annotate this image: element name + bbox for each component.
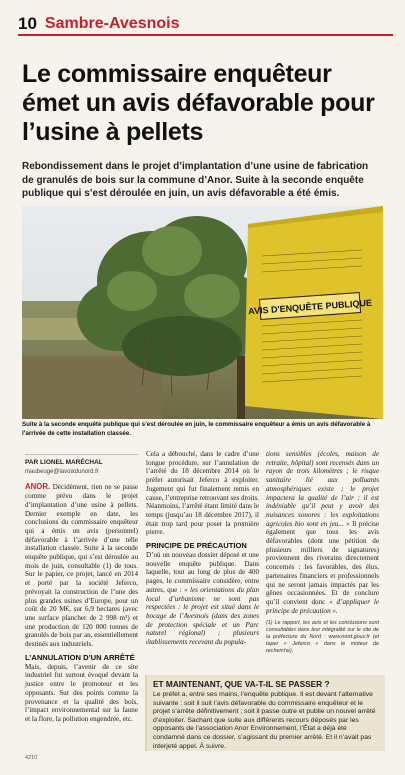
article-photo (22, 206, 383, 419)
paragraph: Mais, depuis, l’avenir de ce site industriel fut surtout évoqué devant la justice entre le promoteur et les opposants. Sur des points comme la provenance et la qualité des bois, l’impact environnemental sur la faune et la flore, la pollution engendrée, etc. (25, 662, 138, 723)
sidebar-box (145, 675, 385, 751)
footnote: (1) Le rapport, les avis et les conclusions sont consultables dans leur intégralité sur le site de la préfecture du Nord : www.nord.gouv.fr (et taper « Jeferco » dans le moteur de recherche). (266, 620, 379, 655)
paragraph-text: Il précise également que tous les avis défavorables (dont une pétition de plusieurs milliers de signatures) proviennent des riverains directement concernés : les favorables, des élus, partenaires financiers et professionnels qui ne seront jamais impactés par les gênes occasionnées. Et de conclure qu’il convient donc (266, 519, 379, 606)
article-column-1 (25, 450, 138, 724)
dateline-place: ANOR. (25, 482, 51, 492)
article-column-3 (266, 450, 379, 655)
headline: Le commissaire enquêteur émet un avis défavorable pour l’usine à pellets (22, 60, 375, 146)
photo-caption: Suite à la seconde enquête publique qui s’est déroulée en juin, le commissaire enquêteur a émis un avis défavorable à l’arrivée de cette installation classée. (22, 421, 371, 437)
subhead-annulation: L’ANNULATION D’UN ARRÊTÉ (25, 652, 135, 662)
box-text: Le préfet a, entre ses mains, l’enquête publique. Il est devant l’alternative suivante : soit il suit l’avis défavorable du commissaire enquêteur et le projet s’arrête définitivement ; soit il passe outre et publie un nouvel arrêté d’exploiter. Sachant que suite aux différents recours déposés par les opposants de l’association Anor Environnement, l’État a déjà été condamné dans ce dossier, s’agissant du premier arrêté. Et il n’avait pas interjeté appel. À suivre. (153, 691, 376, 750)
page-header (18, 14, 393, 36)
lead-paragraph: Rebondissement dans le projet d’implantation d’une usine de fabrication de granulés de bois sur la commune d’Anor. Suite à la seconde enquête publique qui s’est déroulée en juin, un avis défavorable a été émis. (22, 161, 369, 199)
paragraph (25, 483, 138, 648)
article-column-2 (146, 450, 259, 647)
paragraph: Cela a débouché, dans le cadre d’une longue procédure, sur l’annulation de l’arrêté du 18 décembre 2014 où le préfet autorisait Jeferco à exploiter. Jugement qui fut finalement remis en cause, l’entreprise retrouvant ses droits. Néanmoins, l’arrêté étant limité dans le temps (jusqu’au 18 décembre 2017), il était trop tard pour poser la première pierre. (146, 450, 259, 537)
byline-email: maubeuge@lavoixdunord.fr (25, 468, 99, 475)
subhead-precaution: PRINCIPE DE PRÉCAUTION (146, 541, 247, 551)
sign-text: AVIS D'ENQUÊTE PUBLIQUE (247, 297, 373, 317)
page-number: 10 (18, 14, 37, 33)
paragraph (266, 450, 379, 615)
quote: « d’appliquer le principe de précaution ». (266, 597, 379, 615)
byline-author: PAR LIONEL MARÉCHAL (25, 454, 138, 468)
section-title: Sambre-Avesnois (44, 15, 180, 32)
quote: « les orientations du plan local d’urbanisme ne sont pas respectées : le projet est situé dans le bocage de l’Avesnois (dans des zones de protection spéciale et un Parc naturel régional) ; plusieurs établissements recevant du popula- (146, 585, 259, 647)
paragraph (146, 551, 259, 647)
box-title: ET MAINTENANT, QUE VA-T-IL SE PASSER ? (153, 679, 330, 689)
paragraph-text: D’où un nouveau dossier déposé et une nouvelle enquête publique. Dans laquelle, tout au long de plus de 400 pages, le commissaire considère, entre autres, que : (146, 551, 259, 594)
footer-code: 4210 (25, 755, 38, 761)
quote: tions sensibles (écoles, maison de retraite, hôpital) sont recensés dans un rayon de trois kilomètres ; le risque sanitaire lié aux polluants atmosphériques existe ; le projet impactera la qualité de l’air ; il est indéniable qu’il peut y avoir des nuisances sonores : les exploitations agricoles bio sont en jeu... » (266, 450, 379, 528)
paragraph-text: Décidément, rien ne se passe comme prévu dans le projet d’implantation d’une usine à pellets. Dernier exemple en date, les conclusions du commissaire enquêteur qui a émis un avis (personnel) défavorable à l’arrivée d’une telle installation classée. Suite à la seconde enquête publique, qui s’est déroulée au mois de juin, consultable (1) de tous. Sur le papier, ce projet, lancé en 2014 et porté par la société Jeferco, prévoyait la construction de l’une des plus grandes usines d’Europe, pour un coût de 20 M€, sur 6,9 hectares (avec une surface plancher de 2 998 m²) et une production de 120 000 tonnes de granulés de bois par an, essentiellement destinés aux industriels. (25, 483, 138, 649)
photo-illustration (22, 206, 383, 419)
